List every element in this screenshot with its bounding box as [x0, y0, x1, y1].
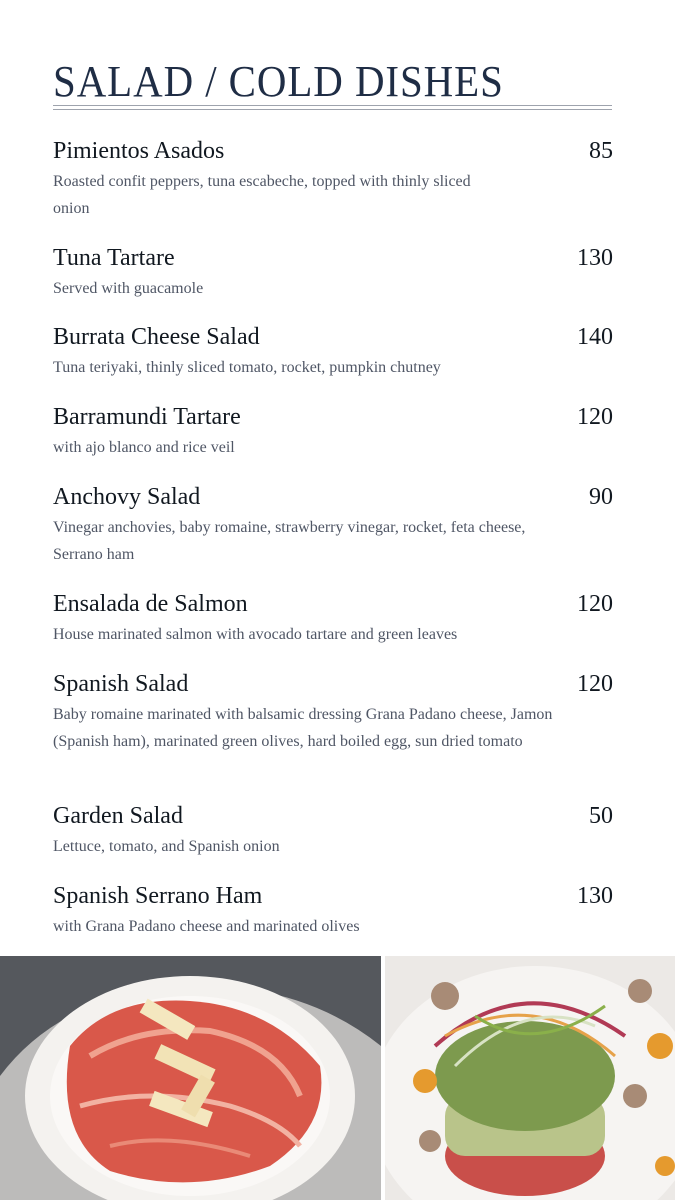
title-divider	[53, 105, 612, 106]
menu-item	[53, 802, 613, 860]
menu-item-description: with Grana Padano cheese and marinated olives	[53, 918, 360, 935]
menu-item-price: 140	[577, 324, 613, 350]
menu-item	[53, 483, 613, 568]
menu-item-name: Spanish Serrano Ham	[53, 883, 263, 909]
menu-item-name: Burrata Cheese Salad	[53, 324, 260, 350]
menu-item-description: Lettuce, tomato, and Spanish onion	[53, 838, 280, 855]
menu-item-description: Roasted confit peppers, tuna escabeche, topped with thinly sliced onion	[53, 173, 471, 217]
menu-item	[53, 670, 613, 755]
food-photos	[0, 956, 675, 1200]
menu-item	[53, 403, 613, 461]
menu-item-name: Tuna Tartare	[53, 245, 175, 271]
menu-item-price: 120	[577, 591, 613, 617]
menu-item-price: 130	[577, 245, 613, 271]
menu-item-description: House marinated salmon with avocado tartare and green leaves	[53, 626, 458, 643]
page-title: SALAD / COLD DISHES	[53, 57, 504, 106]
menu-item-name: Barramundi Tartare	[53, 404, 241, 430]
menu-item-name: Spanish Salad	[53, 671, 189, 697]
menu-item-description: Tuna teriyaki, thinly sliced tomato, rocket, pumpkin chutney	[53, 359, 441, 376]
tuna-tartare-plate-photo	[385, 956, 675, 1200]
menu-item-name: Ensalada de Salmon	[53, 591, 248, 617]
menu-item-description: with ajo blanco and rice veil	[53, 439, 235, 456]
menu-item-price: 50	[589, 803, 613, 829]
menu-item-name: Garden Salad	[53, 803, 183, 829]
menu-item	[53, 882, 613, 940]
serrano-ham-plate-photo	[0, 956, 381, 1200]
menu-item-price: 90	[589, 484, 613, 510]
menu-item-description: Vinegar anchovies, baby romaine, strawberry vinegar, rocket, feta cheese, Serrano ham	[53, 519, 526, 563]
menu-item-price: 85	[589, 138, 613, 164]
menu-item-price: 120	[577, 671, 613, 697]
menu-item	[53, 323, 613, 381]
menu-item	[53, 137, 613, 222]
menu-item-description: Baby romaine marinated with balsamic dressing Grana Padano cheese, Jamon (Spanish ham), marinated green olives, hard boiled egg, sun dried tomato	[53, 706, 553, 750]
menu-item-name: Anchovy Salad	[53, 484, 201, 510]
menu-item	[53, 590, 613, 648]
menu-item	[53, 244, 613, 302]
title-divider	[53, 109, 612, 110]
menu-item-price: 130	[577, 883, 613, 909]
menu-item-description: Served with guacamole	[53, 280, 204, 297]
menu-item-price: 120	[577, 404, 613, 430]
menu-item-name: Pimientos Asados	[53, 138, 225, 164]
